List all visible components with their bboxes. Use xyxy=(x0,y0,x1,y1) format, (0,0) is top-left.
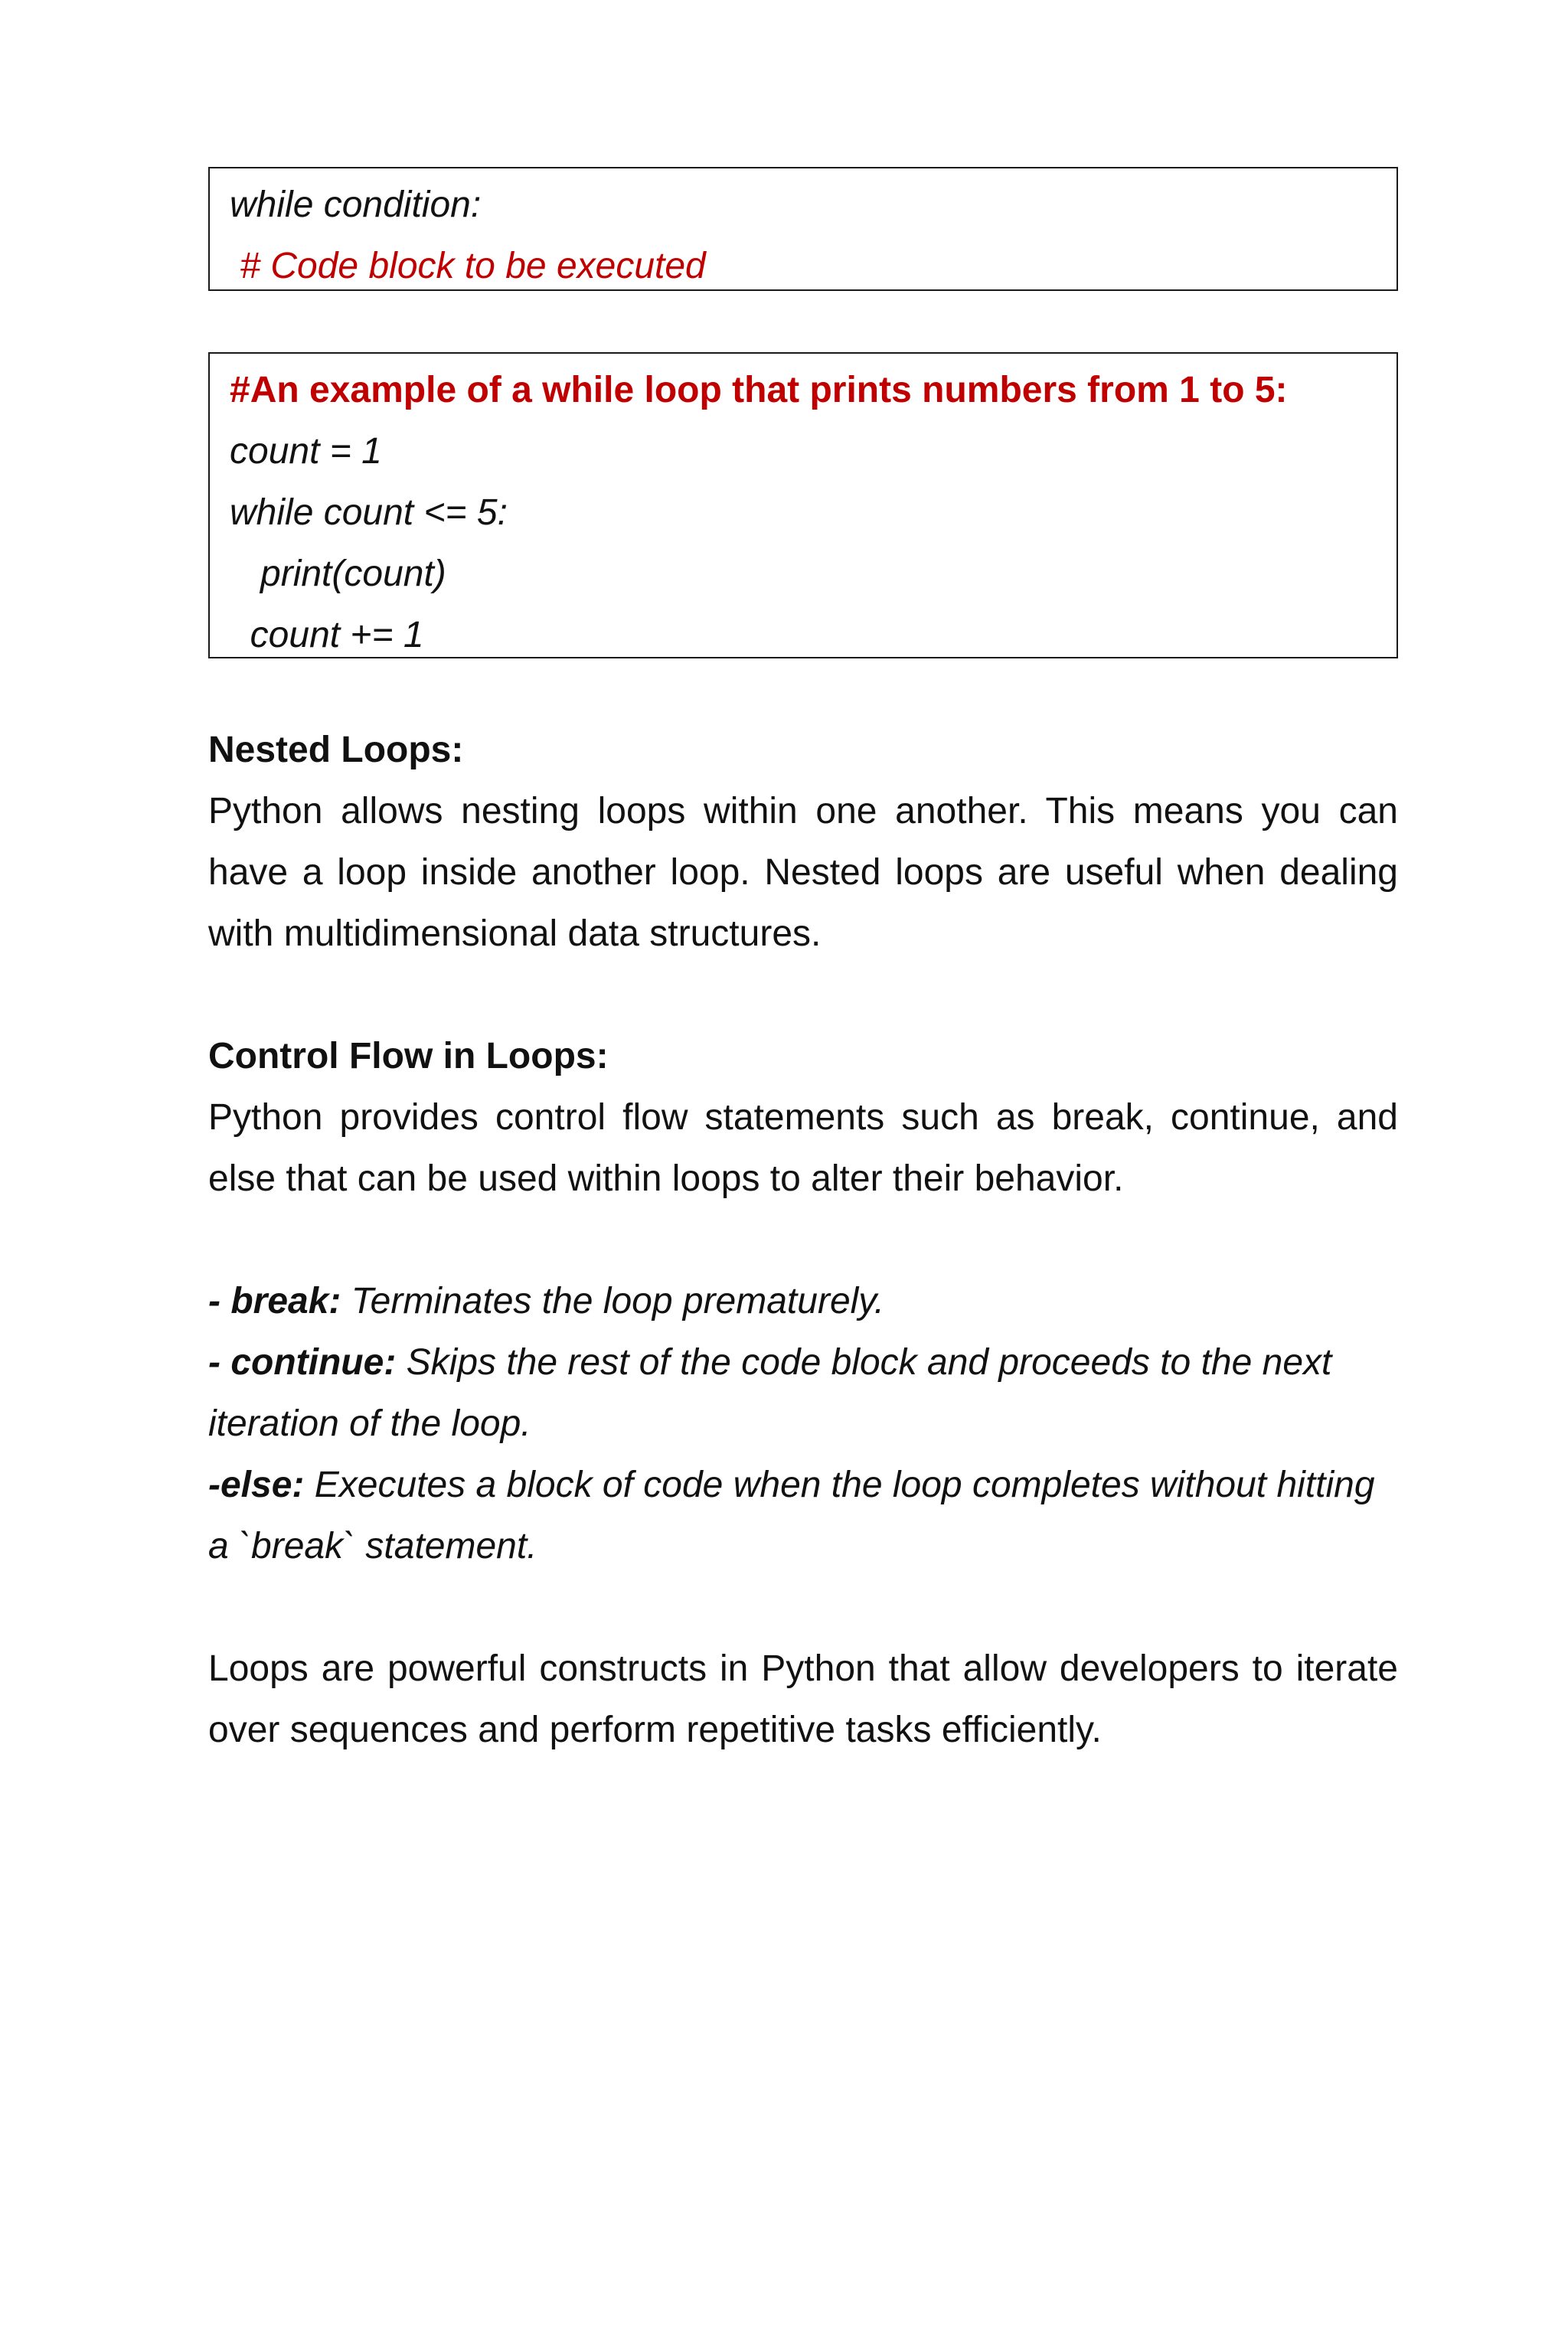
definition-break-term: - break: xyxy=(208,1281,341,1321)
definition-continue-desc: Skips the rest of the code block and proceeds to the next iteration of the loop. xyxy=(208,1342,1332,1444)
control-flow-heading: Control Flow in Loops: xyxy=(208,1036,609,1076)
control-flow-paragraph: Python provides control flow statements such as break, continue, and else that can be used within loops to alter their behavior. xyxy=(208,1097,1398,1199)
conclusion-paragraph: Loops are powerful constructs in Python that allow developers to iterate over sequences and perform repetitive tasks efficiently. xyxy=(208,1648,1398,1750)
document-page xyxy=(208,167,1398,1761)
example-line-while: while count <= 5: xyxy=(230,492,508,533)
definition-continue-term: - continue: xyxy=(208,1342,397,1383)
spacer xyxy=(208,1210,1398,1271)
syntax-line-comment: # Code block to be executed xyxy=(230,246,706,286)
nested-loops-heading: Nested Loops: xyxy=(208,730,464,770)
example-heading: #An example of a while loop that prints numbers from 1 to 5: xyxy=(230,370,1288,410)
spacer xyxy=(208,965,1398,1026)
definition-else xyxy=(208,1455,1398,1577)
example-line-print: print(count) xyxy=(230,554,446,594)
syntax-code-box xyxy=(208,167,1398,291)
example-code-box xyxy=(208,352,1398,658)
definition-break xyxy=(208,1271,1398,1332)
nested-loops-paragraph: Python allows nesting loops within one another. This means you can have a loop inside another loop. Nested loops are useful when dealing with multidimensional data structures. xyxy=(208,791,1398,954)
spacer xyxy=(208,1577,1398,1638)
example-line-count-init: count = 1 xyxy=(230,431,382,472)
definition-break-desc: Terminates the loop prematurely. xyxy=(341,1281,885,1321)
definition-continue xyxy=(208,1332,1398,1455)
example-line-increment: count += 1 xyxy=(230,615,424,655)
syntax-line-while: while condition: xyxy=(230,185,482,225)
definition-else-term: -else: xyxy=(208,1465,305,1505)
definition-else-desc: Executes a block of code when the loop completes without hitting a `break` statement. xyxy=(208,1465,1375,1566)
